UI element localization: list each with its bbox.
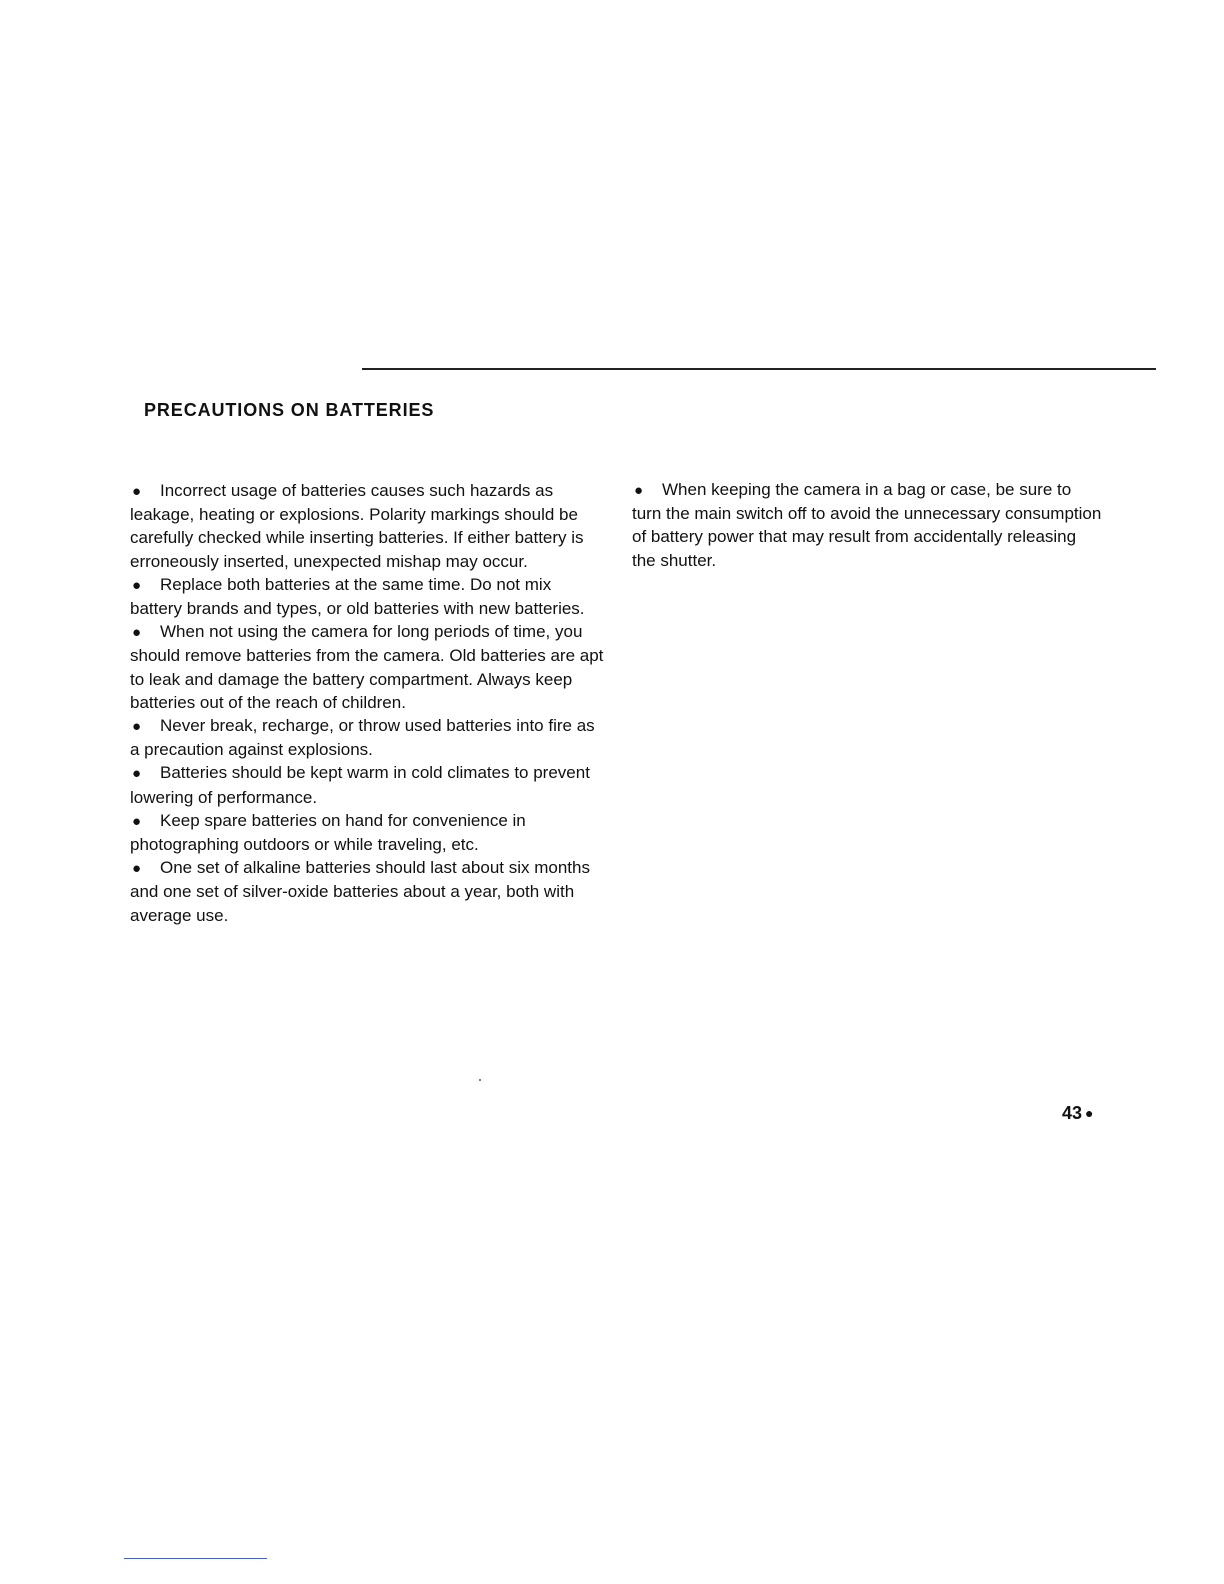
bullet-icon: ● [132,812,142,830]
header-rule [362,368,1156,370]
page-number-text: 43 [1062,1103,1083,1123]
bottom-rule [124,1558,267,1559]
bullet-icon: ● [132,860,142,878]
precaution-item [130,573,605,620]
bullet-icon: ● [132,718,142,736]
precaution-text: One set of alkaline batteries should last about six months and one set of silver-oxide batteries about a year, both with average use. [130,858,590,925]
precaution-item [130,761,605,808]
page-number [1062,1101,1094,1125]
precaution-item [130,620,605,714]
bullet-icon: ● [132,624,142,642]
bullet-icon: ● [132,765,142,783]
precaution-text: When not using the camera for long periods of time, you should remove batteries from the camera. Old batteries are apt to leak and damage the battery compartment. Always keep batteries out of the reach of children. [130,622,604,712]
precaution-item [130,809,605,856]
right-column-precautions [632,478,1102,572]
page-bullet-icon: ● [1085,1105,1094,1121]
precaution-item [632,478,1102,572]
precaution-text: Never break, recharge, or throw used batteries into fire as a precaution against explosions. [130,716,595,760]
precaution-item [130,479,605,573]
precaution-item [130,856,605,927]
bullet-icon: ● [132,576,142,594]
precaution-item [130,714,605,761]
section-title: PRECAUTIONS ON BATTERIES [144,400,435,420]
stray-dot [479,1079,481,1081]
precaution-text: Batteries should be kept warm in cold climates to prevent lowering of performance. [130,763,590,807]
precaution-text: Incorrect usage of batteries causes such hazards as leakage, heating or explosions. Polarity markings should be carefully checked while inserting batteries. If either battery is erroneously inserted, unexpected mishap may occur. [130,481,584,571]
bullet-icon: ● [634,482,644,499]
bullet-icon: ● [132,483,142,500]
left-column-precautions [130,479,605,927]
precaution-text: Keep spare batteries on hand for convenience in photographing outdoors or while traveling, etc. [130,810,526,855]
precaution-text: Replace both batteries at the same time. Do not mix battery brands and types, or old batteries with new batteries. [130,574,585,619]
precaution-text: When keeping the camera in a bag or case, be sure to turn the main switch off to avoid the unnecessary consumption of battery power that may result from accidentally releasing the shutter. [632,480,1102,570]
